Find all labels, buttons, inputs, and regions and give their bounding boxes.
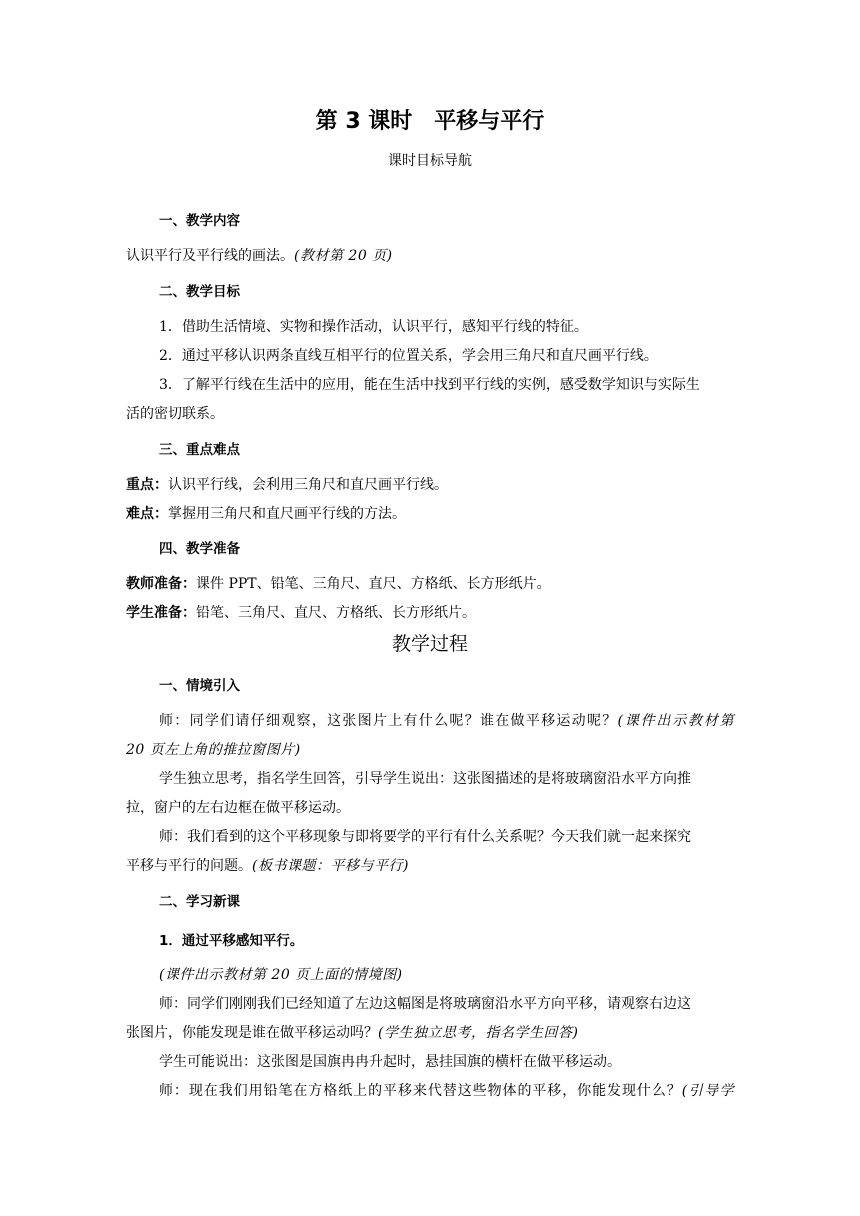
- intro-note-1: (课件出示教材第: [617, 713, 735, 729]
- section-heading-goals: 二、教学目标: [159, 284, 240, 300]
- lesson-line-1: (课件出示教材第 20 页上面的情境图): [159, 967, 403, 983]
- lesson-note-3: (学生独立思考，指名学生回答): [378, 1025, 579, 1041]
- goal-1: 1．借助生活情境、实物和操作活动，认识平行，感知平行线的特征。: [159, 319, 588, 335]
- subsection-heading-translation: 1．通过平移感知平行。: [159, 933, 304, 949]
- goal-2: 2．通过平移认识两条直线互相平行的位置关系，学会用三角尺和直尺画平行线。: [159, 348, 658, 364]
- content-note: (教材第 20 页): [294, 248, 393, 264]
- section-heading-preparation: 四、教学准备: [159, 541, 240, 557]
- difficulty-text: 掌握用三角尺和直尺画平行线的方法。: [168, 506, 406, 522]
- lesson-line-4: 学生可能说出：这张图是国旗冉冉升起时，悬挂国旗的横杆在做平移运动。: [159, 1054, 621, 1070]
- key-point-text: 认识平行线，会利用三角尺和直尺画平行线。: [168, 477, 448, 493]
- difficulty-label: 难点：: [126, 506, 168, 522]
- teacher-preparation-label: 教师准备：: [126, 576, 196, 592]
- key-point: [126, 474, 448, 494]
- student-preparation-label: 学生准备：: [126, 605, 196, 621]
- intro-text-1: 师：同学们请仔细观察，这张图片上有什么呢？谁在做平移运动呢？: [159, 713, 618, 729]
- student-preparation: [126, 602, 476, 622]
- page-subtitle: 课时目标导航: [388, 153, 472, 169]
- intro-line-3: 学生独立思考，指名学生回答，引导学生说出：这张图描述的是将玻璃窗沿水平方向推: [159, 771, 691, 787]
- lesson-line-3: [126, 1022, 578, 1042]
- teacher-preparation: [126, 573, 551, 593]
- section-heading-content: 一、教学内容: [159, 213, 240, 229]
- intro-note-6: (板书课题：平移与平行): [252, 858, 409, 874]
- section-heading-new-lesson: 二、学习新课: [159, 894, 240, 910]
- goal-3: 3．了解平行线在生活中的应用，能在生活中找到平行线的实例，感受数学知识与实际生: [159, 377, 700, 393]
- intro-text-6: 平移与平行的问题。: [126, 858, 252, 874]
- paragraph: [126, 245, 393, 265]
- teacher-preparation-text: 课件 PPT、铅笔、三角尺、直尺、方格纸、长方形纸片。: [196, 576, 551, 592]
- intro-line-4: 拉，窗户的左右边框在做平移运动。: [126, 800, 350, 816]
- intro-line-2: 20 页左上角的推拉窗图片): [126, 742, 301, 758]
- lesson-line-5: [159, 1080, 734, 1100]
- lesson-note-5: (引导学: [681, 1083, 735, 1099]
- goal-3-continued: 活的密切联系。: [126, 406, 224, 422]
- intro-line-1: [159, 710, 734, 730]
- intro-line-6: [126, 855, 409, 875]
- section-heading-keypoints: 三、重点难点: [159, 442, 240, 458]
- lesson-text-3: 张图片，你能发现是谁在做平移运动吗？: [126, 1025, 378, 1041]
- student-preparation-text: 铅笔、三角尺、直尺、方格纸、长方形纸片。: [196, 605, 476, 621]
- difficulty: [126, 503, 406, 523]
- lesson-line-2: 师：同学们刚刚我们已经知道了左边这幅图是将玻璃窗沿水平方向平移，请观察右边这: [159, 996, 691, 1012]
- section-heading-intro: 一、情境引入: [159, 678, 240, 694]
- content-text: 认识平行及平行线的画法。: [126, 248, 294, 264]
- intro-line-5: 师：我们看到的这个平移现象与即将要学的平行有什么关系呢？今天我们就一起来探究: [159, 829, 691, 845]
- page-title: 第 3 课时 平移与平行: [315, 109, 545, 134]
- key-point-label: 重点：: [126, 477, 168, 493]
- lesson-text-5: 师：现在我们用铅笔在方格纸上的平移来代替这些物体的平移，你能发现什么？: [159, 1083, 682, 1099]
- process-title: 教学过程: [391, 633, 468, 655]
